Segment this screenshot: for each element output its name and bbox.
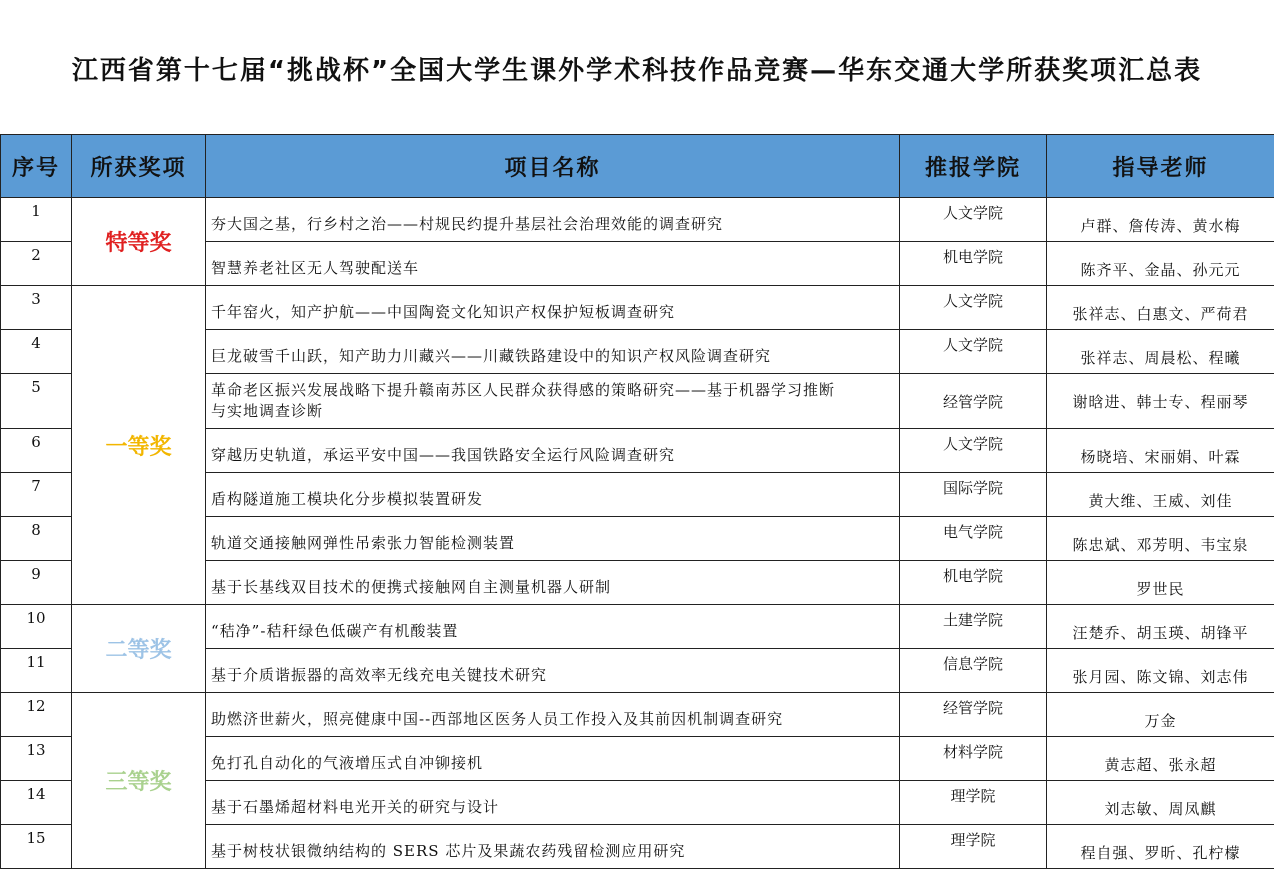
college-name: 理学院 <box>900 781 1047 825</box>
teacher-names: 陈齐平、金晶、孙元元 <box>1047 242 1274 286</box>
project-name: 巨龙破雪千山跃，知产助力川藏兴——川藏铁路建设中的知识产权风险调查研究 <box>206 330 900 374</box>
college-name: 材料学院 <box>900 737 1047 781</box>
table-row <box>1 198 1274 242</box>
header-project: 项目名称 <box>206 135 900 198</box>
teacher-names: 黄大维、王威、刘佳 <box>1047 473 1274 517</box>
table-row <box>1 286 1274 330</box>
teacher-names: 万金 <box>1047 693 1274 737</box>
project-name: 穿越历史轨道，承运平安中国——我国铁路安全运行风险调查研究 <box>206 429 900 473</box>
college-name: 信息学院 <box>900 649 1047 693</box>
project-name: 助燃济世薪火，照亮健康中国--西部地区医务人员工作投入及其前因机制调查研究 <box>206 693 900 737</box>
teacher-names: 张祥志、白惠文、严荷君 <box>1047 286 1274 330</box>
row-number: 13 <box>1 737 72 781</box>
header-college: 推报学院 <box>900 135 1047 198</box>
project-name: 盾构隧道施工模块化分步模拟装置研发 <box>206 473 900 517</box>
row-number: 14 <box>1 781 72 825</box>
row-number: 10 <box>1 605 72 649</box>
project-name: 夯大国之基，行乡村之治——村规民约提升基层社会治理效能的调查研究 <box>206 198 900 242</box>
project-name: 基于石墨烯超材料电光开关的研究与设计 <box>206 781 900 825</box>
project-name: 智慧养老社区无人驾驶配送车 <box>206 242 900 286</box>
project-name: “秸净”-秸秆绿色低碳产有机酸装置 <box>206 605 900 649</box>
table-row <box>1 605 1274 649</box>
row-number: 12 <box>1 693 72 737</box>
row-number: 5 <box>1 374 72 429</box>
row-number: 11 <box>1 649 72 693</box>
teacher-names: 陈忠斌、邓芳明、韦宝泉 <box>1047 517 1274 561</box>
award-level: 特等奖 <box>72 198 206 286</box>
header-award: 所获奖项 <box>72 135 206 198</box>
award-level: 一等奖 <box>72 286 206 605</box>
college-name: 机电学院 <box>900 242 1047 286</box>
teacher-names: 谢晗进、韩士专、程丽琴 <box>1047 374 1274 429</box>
college-name: 理学院 <box>900 825 1047 869</box>
teacher-names: 罗世民 <box>1047 561 1274 605</box>
project-name: 基于长基线双目技术的便携式接触网自主测量机器人研制 <box>206 561 900 605</box>
teacher-names: 刘志敏、周凤麒 <box>1047 781 1274 825</box>
header-no: 序号 <box>1 135 72 198</box>
college-name: 人文学院 <box>900 286 1047 330</box>
college-name: 人文学院 <box>900 330 1047 374</box>
row-number: 9 <box>1 561 72 605</box>
teacher-names: 杨晓培、宋丽娟、叶霖 <box>1047 429 1274 473</box>
college-name: 经管学院 <box>900 374 1047 429</box>
college-name: 经管学院 <box>900 693 1047 737</box>
award-level: 三等奖 <box>72 693 206 869</box>
teacher-names: 卢群、詹传涛、黄水梅 <box>1047 198 1274 242</box>
row-number: 1 <box>1 198 72 242</box>
teacher-names: 张祥志、周晨松、程曦 <box>1047 330 1274 374</box>
row-number: 7 <box>1 473 72 517</box>
project-name: 基于介质谐振器的高效率无线充电关键技术研究 <box>206 649 900 693</box>
project-name: 基于树枝状银微纳结构的 SERS 芯片及果蔬农药残留检测应用研究 <box>206 825 900 869</box>
college-name: 土建学院 <box>900 605 1047 649</box>
page-title: 江西省第十七届“挑战杯”全国大学生课外学术科技作品竞赛—华东交通大学所获奖项汇总表 <box>0 50 1274 87</box>
row-number: 4 <box>1 330 72 374</box>
teacher-names: 张月园、陈文锦、刘志伟 <box>1047 649 1274 693</box>
awards-table <box>0 134 1274 869</box>
teacher-names: 黄志超、张永超 <box>1047 737 1274 781</box>
row-number: 2 <box>1 242 72 286</box>
college-name: 电气学院 <box>900 517 1047 561</box>
header-row <box>1 135 1274 198</box>
row-number: 6 <box>1 429 72 473</box>
project-name: 免打孔自动化的气液增压式自冲铆接机 <box>206 737 900 781</box>
row-number: 3 <box>1 286 72 330</box>
college-name: 人文学院 <box>900 429 1047 473</box>
college-name: 国际学院 <box>900 473 1047 517</box>
teacher-names: 汪楚乔、胡玉瑛、胡锋平 <box>1047 605 1274 649</box>
teacher-names: 程自强、罗昕、孔柠檬 <box>1047 825 1274 869</box>
project-name: 千年窑火，知产护航——中国陶瓷文化知识产权保护短板调查研究 <box>206 286 900 330</box>
project-name: 革命老区振兴发展战略下提升赣南苏区人民群众获得感的策略研究——基于机器学习推断与实地调查诊断 <box>206 374 900 429</box>
college-name: 人文学院 <box>900 198 1047 242</box>
row-number: 15 <box>1 825 72 869</box>
row-number: 8 <box>1 517 72 561</box>
project-name: 轨道交通接触网弹性吊索张力智能检测装置 <box>206 517 900 561</box>
header-teacher: 指导老师 <box>1047 135 1274 198</box>
college-name: 机电学院 <box>900 561 1047 605</box>
award-level: 二等奖 <box>72 605 206 693</box>
table-row <box>1 693 1274 737</box>
